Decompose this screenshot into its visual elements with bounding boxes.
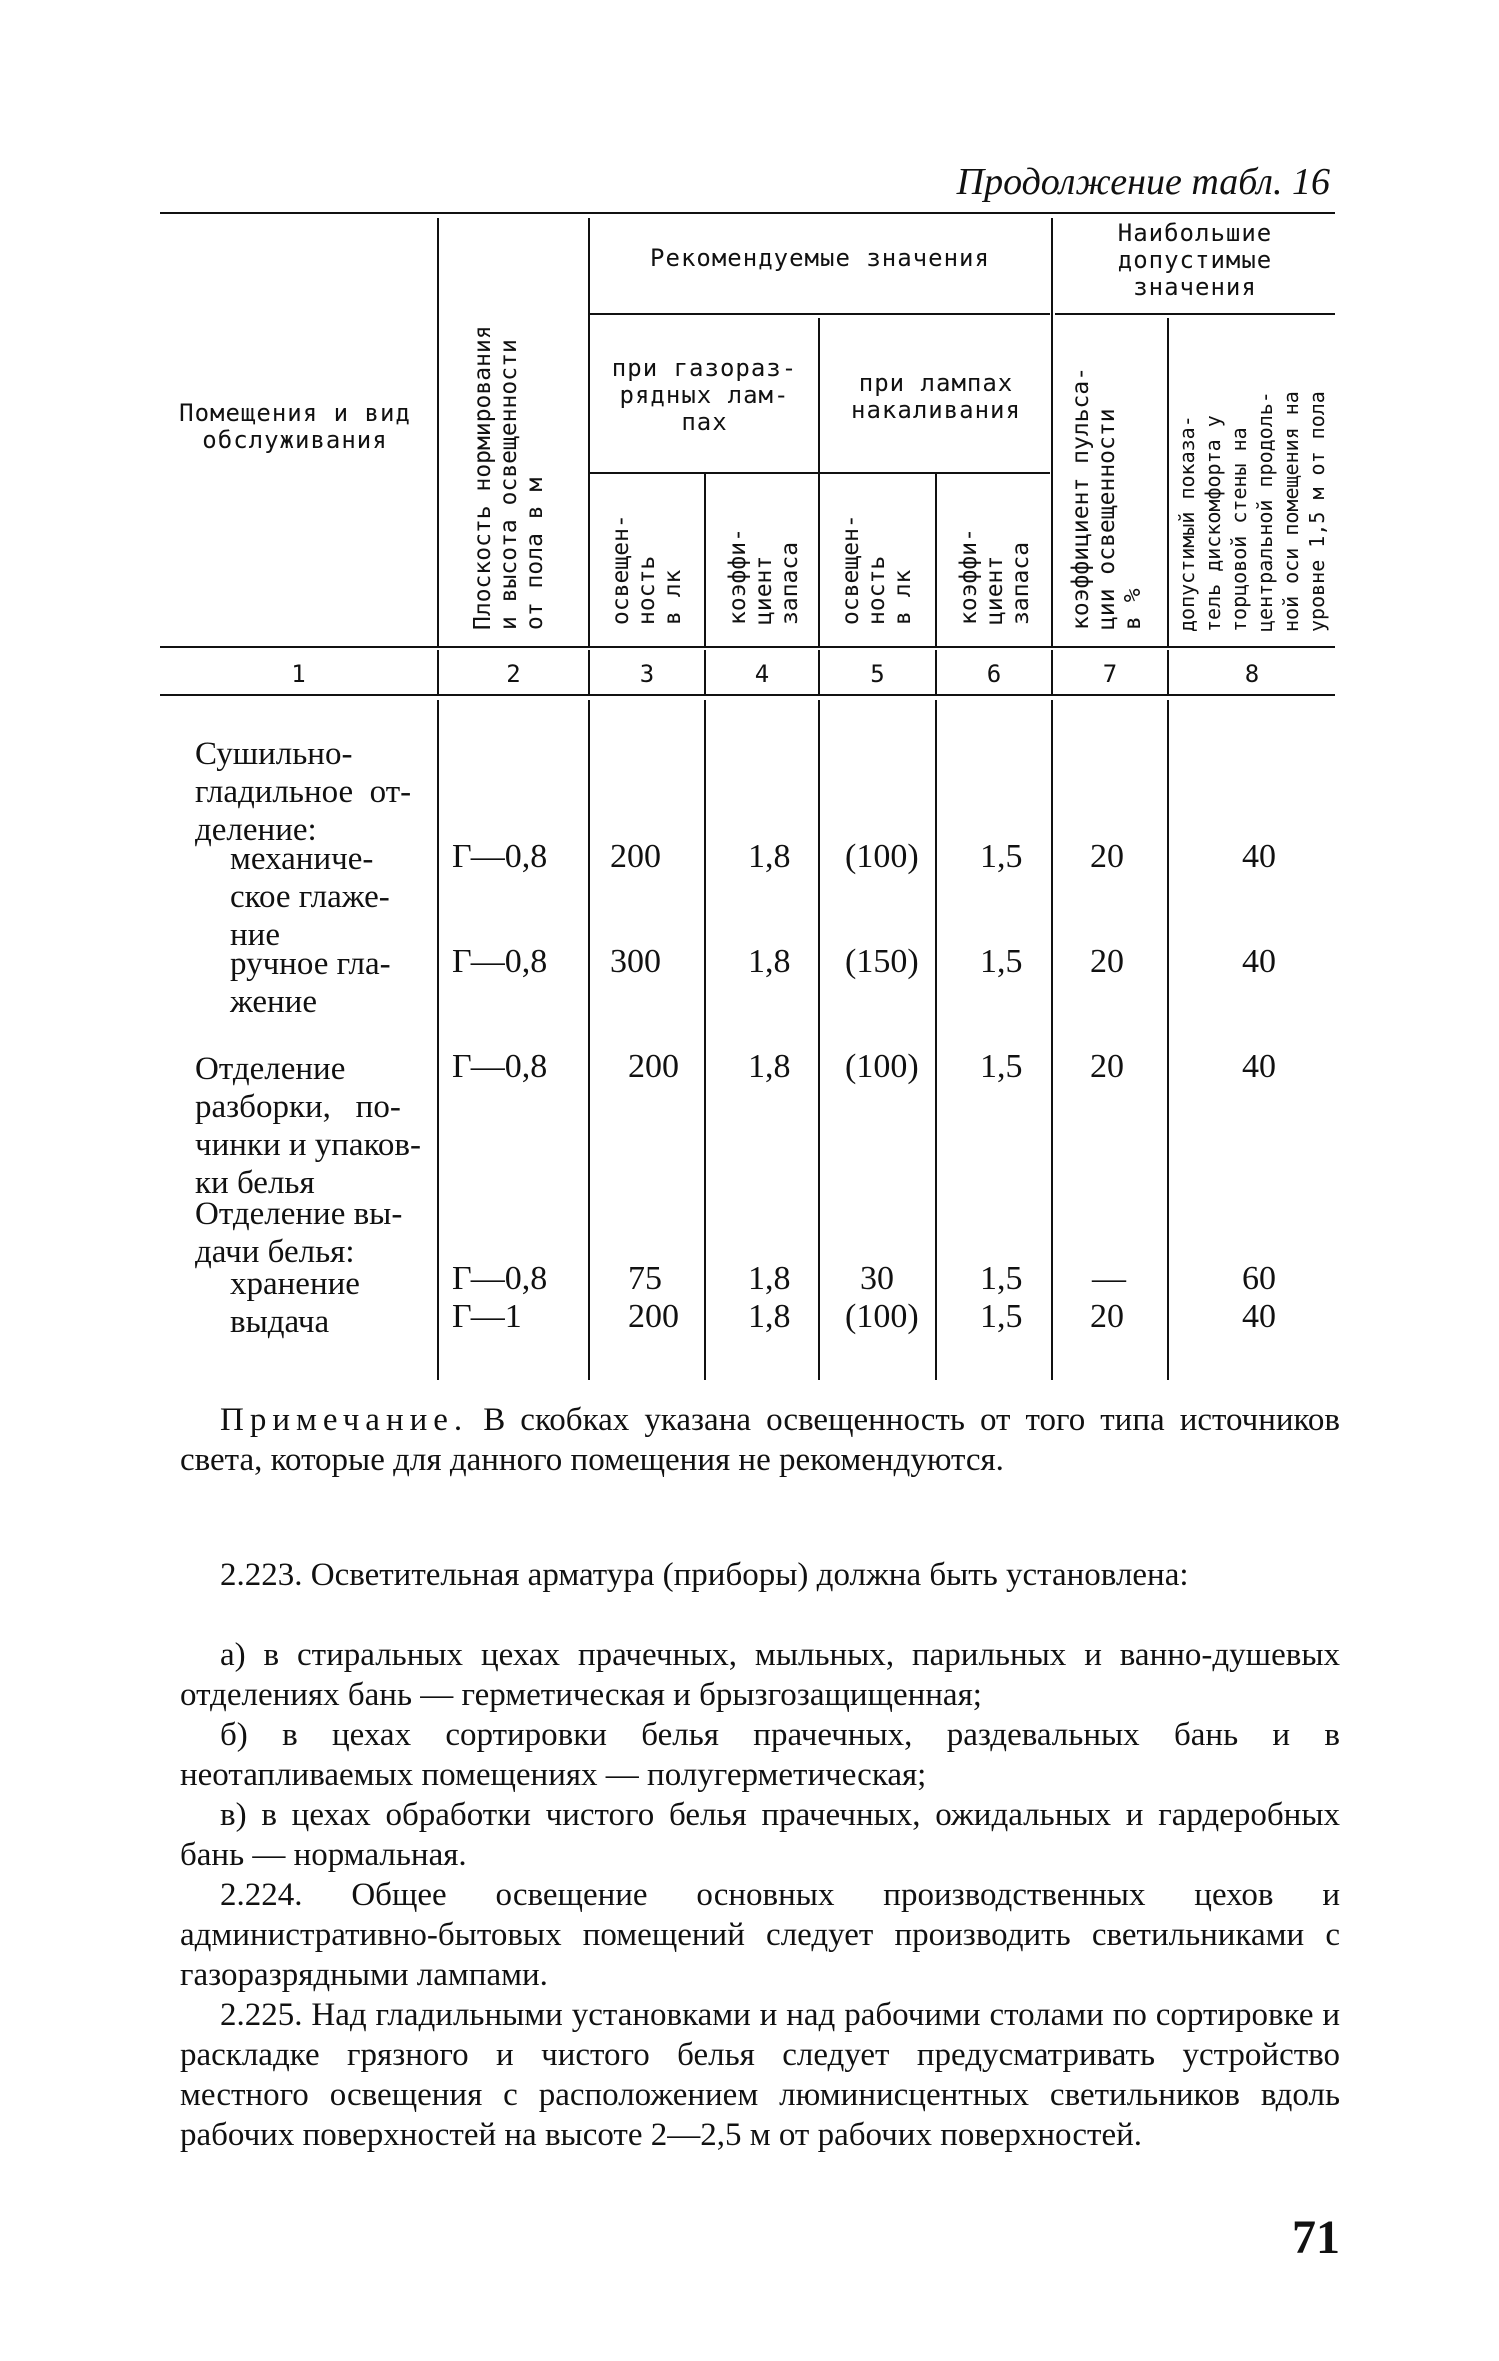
col-sep-5 [935,472,937,646]
header-gas-lamps [592,355,817,436]
cell: 60 [1242,1260,1276,1297]
colnum-bottom-rule [160,694,1335,696]
colnum-1: 1 [291,660,306,688]
cell: 1,8 [748,838,791,875]
row-label-line: ручное гла- [230,946,391,982]
col-sep-4 [818,318,820,646]
cell: — [1092,1260,1126,1297]
cell: 20 [1090,1048,1124,1085]
header-col3-line: в лк [660,569,686,625]
row-issue-label: выдача [230,1304,330,1340]
row-storage-label: хранение [230,1266,360,1302]
col-sep-3 [704,472,706,646]
body-sep [704,700,706,1380]
cell: (100) [845,1298,919,1335]
row-label-line: жение [230,984,317,1020]
cell: 1,8 [748,1260,791,1297]
body-sep [935,700,937,1380]
header-col7-line: в % [1120,588,1146,630]
header-max-line: допустимые [1117,246,1273,274]
row-sushilno-title [195,735,411,849]
cell: 200 [628,1298,679,1335]
header-col4-line: коэффи- [725,528,751,625]
cell: 200 [610,838,661,875]
cell: 1,8 [748,1048,791,1085]
header-col8-line: ной оси помещения на [1279,391,1303,632]
header-max-line: Наибольшие [1117,219,1273,247]
row-title-line: Сушильно- [195,736,353,772]
cell: 1,8 [748,1298,791,1335]
cell: 30 [860,1260,894,1297]
col-sep-7 [1167,318,1169,646]
table-note [180,1400,1340,1480]
body-sep [588,700,590,1380]
row-manual-label [230,945,391,1021]
header-col7-line: ции освещенности [1094,408,1120,630]
header-incandescent [822,370,1050,424]
row-label-line: механиче- [230,841,374,877]
row-title-line: деление: [195,812,317,848]
cell: 40 [1242,838,1276,875]
cell: (100) [845,838,919,875]
header-col4-line: запаса [777,541,803,625]
cell: 300 [610,943,661,980]
header-col2-line: Плоскость нормирования [470,325,496,630]
paragraph-2-223-b [180,1715,1340,1795]
header-max-allowed [1055,220,1335,301]
cell: 20 [1090,943,1124,980]
paragraph-2-223 [180,1555,1340,1595]
cell: Г—0,8 [452,838,548,875]
paragraph-2-223-a [180,1635,1340,1715]
header-inc-line: при лампах [858,369,1014,397]
note-text: В скобках указана освещенность от того типа источников света, которые для данного помещения не рекомендуются. [180,1402,1340,1478]
header-col2-line: и высота освещенности [496,339,522,630]
header-col2-line: от пола в м [522,477,548,630]
header-max-line: значения [1133,273,1257,301]
max-allowed-rule [1055,313,1335,315]
paragraph-2-225 [180,1995,1340,2155]
para-text: 2.223. Осветительная арматура (приборы) должна быть установлена: [220,1557,1189,1593]
header-gas-line: пах [681,408,728,436]
cell: 1,5 [980,1260,1023,1297]
cell: (100) [845,1048,919,1085]
header-col3-line: ность [634,555,660,625]
header-recommended: Рекомендуемые значения [650,244,990,272]
cell: 1,5 [980,1048,1023,1085]
body-sep [437,700,439,1380]
paragraph-2-223-c [180,1795,1340,1875]
col-sep-2 [588,218,590,646]
cell: 200 [628,1048,679,1085]
cell: Г—1 [452,1298,522,1335]
cell: Г—0,8 [452,1260,548,1297]
row-title-line: Отделение вы- [195,1196,403,1232]
cell: (150) [845,943,919,980]
colnum-3: 3 [639,660,655,688]
row-label-line: разборки, по- [195,1089,401,1125]
row-title-line: дачи белья: [195,1234,355,1270]
header-col7-line: коэффициент пульса- [1068,366,1094,630]
row-label-line: чинки и упаков- [195,1127,422,1163]
col-sep-6 [1051,218,1053,646]
row-label-line: ки белья [195,1165,315,1201]
header-col8-line: допустимый показа- [1175,415,1199,632]
paragraph-2-224 [180,1875,1340,1995]
row-razborka-label [195,1050,421,1202]
row-title-line: гладильное от- [195,774,412,810]
header-gas-line: рядных лам- [619,381,790,409]
header-inc-line: накаливания [851,396,1021,424]
header-col8-line: тель дискомфорта у [1201,415,1225,632]
para-text: в) в цехах обработки чистого белья прачечных, ожидальных и гардеробных бань — нормальная. [180,1797,1340,1873]
row-label-line: ние [230,917,280,953]
header-col6-line: запаса [1008,541,1034,625]
para-text: 2.225. Над гладильными установками и над рабочими столами по сортировке и раскладке грязного и чистого белья следует предусматривать устройство местного освещения с расположением люминисцентных светильников вдоль рабочих поверхностей на высоте 2—2,5 м от рабочих поверхностей. [180,1997,1340,2153]
header-col5-line: в лк [890,569,916,625]
row-mech-label [230,840,390,954]
header-col4-line: циент [751,555,777,625]
body-sep [818,700,820,1380]
subgroup-rule [590,472,1050,474]
body-sep [1051,700,1053,1380]
cell: 20 [1090,1298,1124,1335]
header-col6-line: коэффи- [956,528,982,625]
para-text: 2.224. Общее освещение основных производственных цехов и административно-бытовых помещений следует производить светильниками с газоразрядными лампами. [180,1877,1340,1993]
cell: Г—0,8 [452,1048,548,1085]
colnum-7: 7 [1102,660,1118,688]
cell: 1,5 [980,1298,1023,1335]
para-text: б) в цехах сортировки белья прачечных, раздевальных бань и в неотапливаемых помещениях — полугерметическая; [180,1717,1340,1793]
header-col5-line: освещен- [838,514,864,625]
cell: 1,8 [748,943,791,980]
colnum-2: 2 [506,660,521,688]
body-sep [1167,700,1169,1380]
note-label: Примечание. [220,1402,469,1438]
header-col8-line: центральной продоль- [1253,391,1277,632]
header-col6-line: циент [982,555,1008,625]
col-sep-1 [437,218,439,646]
header-col3-line: освещен- [608,514,634,625]
cell: 40 [1242,1048,1276,1085]
cell: 40 [1242,1298,1276,1335]
colnum-4: 4 [754,660,770,688]
cell: 75 [628,1260,662,1297]
para-text: а) в стиральных цехах прачечных, мыльных, парильных и ванно-душевых отделениях бань — герметическая и брызгозащищенная; [180,1637,1340,1713]
header-gas-line: при газораз- [611,354,798,382]
cell: 1,5 [980,838,1023,875]
cell: 1,5 [980,943,1023,980]
cell: 20 [1090,838,1124,875]
table-top-rule [160,212,1335,214]
colnum-8: 8 [1244,660,1260,688]
header-bottom-rule [160,646,1335,648]
recommended-rule [590,313,1050,315]
header-col5-line: ность [864,555,890,625]
row-vydacha-title [195,1195,402,1271]
colnum-5: 5 [870,660,885,688]
cell: Г—0,8 [452,943,548,980]
header-col8-line: уровне 1,5 м от пола [1305,391,1329,632]
row-label-line: Отделение [195,1051,346,1087]
header-col1: Помещения и вид обслуживания [179,399,411,454]
page-number: 71 [1292,2211,1340,2264]
row-label-line: ское глаже- [230,879,390,915]
header-col8-line: торцовой стены на [1227,427,1251,632]
cell: 40 [1242,943,1276,980]
table-caption: Продолжение табл. 16 [956,161,1330,203]
colnum-6: 6 [986,660,1002,688]
